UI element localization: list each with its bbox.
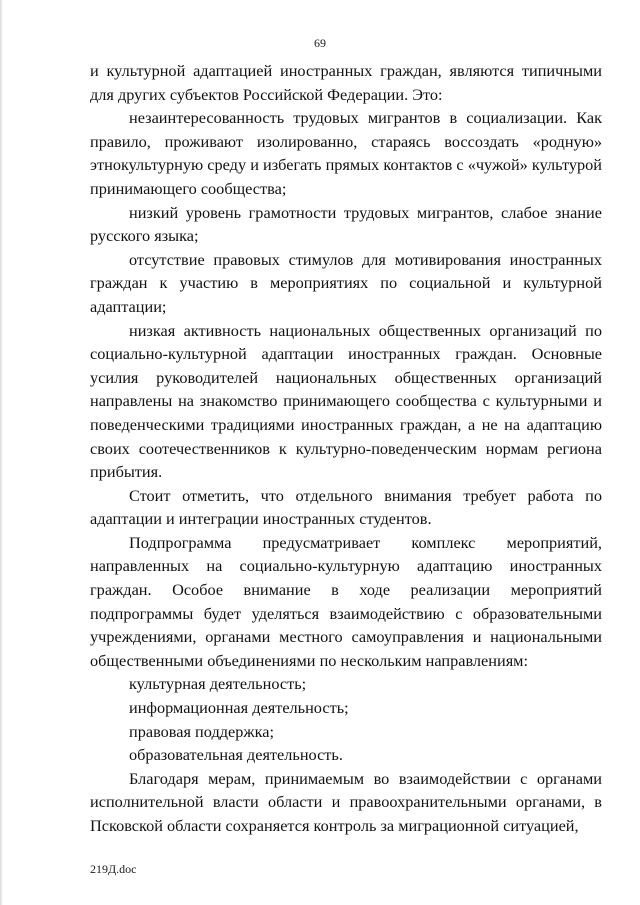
paragraph-lack-of-interest: незаинтересованность трудовых мигрантов в социализации. Как правило, проживают изолированно, стараясь воссоздать «родную» этнокультурную среду и избегать прямых контактов с «чужой» культурой принимающего сообщества;: [90, 108, 602, 198]
list-item-cultural: культурная деятельность;: [129, 674, 307, 694]
page-number: 69: [314, 36, 326, 50]
paragraph-low-activity: низкая активность национальных общественных организаций по социально-культурной адаптации иностранных граждан. Основные усилия руководителей национальных общественных организаций направлены на знакомство принимающего сообщества с культурными и поведенческими традициями иностранных граждан, а не на адаптацию своих соотечественников к культурно-поведенческим нормам региона прибытия.: [90, 320, 602, 482]
paragraph-continuation: и культурной адаптацией иностранных граждан, являются типичными для других субъектов Российской Федерации. Это:: [90, 61, 602, 104]
list-item-educational: образовательная деятельность.: [129, 745, 343, 765]
paragraph-students: Стоит отметить, что отдельного внимания требует работа по адаптации и интеграции иностранных студентов.: [90, 485, 602, 529]
paragraph-no-legal-incentives: отсутствие правовых стимулов для мотивирования иностранных граждан к участию в мероприятиях по социальной и культурной адаптации;: [90, 249, 602, 316]
body-text: [90, 59, 602, 838]
footer-filename: 219Д.doc: [90, 862, 137, 876]
paragraph-low-literacy: низкий уровень грамотности трудовых мигрантов, слабое знание русского языка;: [90, 202, 602, 246]
list-item-legal-support: правовая поддержка;: [129, 721, 275, 741]
paragraph-measures: Благодаря мерам, принимаемым во взаимодействии с органами исполнительной власти области и правоохранительными органами, в Псковской области сохраняется контроль за миграционной ситуацией,: [90, 768, 602, 835]
paragraph-subprogram: Подпрограмма предусматривает комплекс мероприятий, направленных на социально-культурную адаптацию иностранных граждан. Особое внимание в ходе реализации мероприятий подпрограммы будет уделяться взаимодействию с образовательными учреждениями, органами местного самоуправления и национальными общественными объединениями по нескольким направлениям:: [90, 532, 602, 670]
list-item-informational: информационная деятельность;: [129, 698, 349, 718]
scan-edge: [0, 0, 3, 905]
